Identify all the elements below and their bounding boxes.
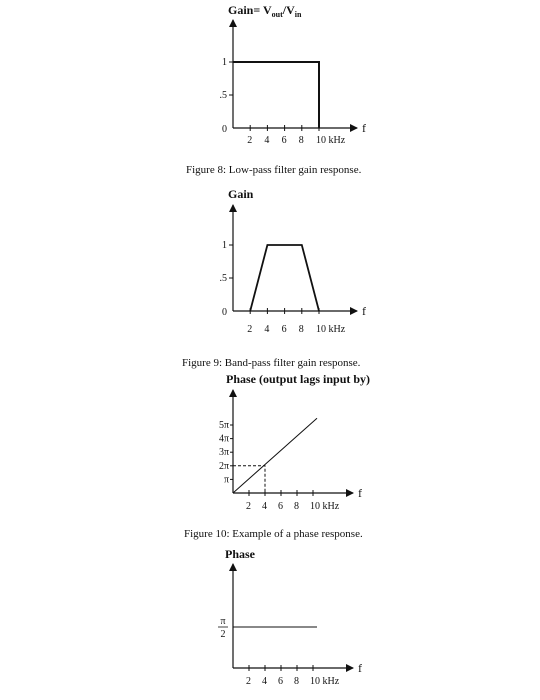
chart4-title: Phase (225, 547, 255, 561)
y-tick-label: 3π (218, 447, 229, 459)
chart-band-pass-gain (182, 187, 366, 369)
y-tick-label: .5 (219, 273, 227, 284)
x-tick-label: 8 (298, 324, 304, 335)
chart3-title: Phase (output lags input by) (226, 372, 371, 386)
y-tick-label: π (223, 474, 229, 486)
chart4-y-tick-den: 2 (220, 629, 226, 640)
chart4-x-axis-label: f (358, 661, 362, 675)
y-tick-label: 0 (222, 307, 227, 318)
chart1-series-line (233, 62, 319, 128)
x-tick-label: 4 (262, 676, 267, 687)
x-tick-label: 10 kHz (310, 501, 340, 512)
chart4-y-tick-pi-over-2 (218, 616, 228, 640)
x-tick-label: 8 (294, 676, 299, 687)
x-tick-label: 10 kHz (310, 676, 340, 687)
chart-low-pass-gain (186, 3, 366, 176)
x-tick-label: 4 (264, 324, 270, 335)
x-tick-label: 6 (281, 324, 287, 335)
chart2-x-axis-label: f (362, 304, 366, 318)
x-tick-label: 6 (278, 501, 283, 512)
x-tick-label: 10 kHz (316, 324, 346, 335)
chart2-y-ticks (220, 240, 234, 318)
chart1-title: Gain= $V_{out}/V_{in}$ (228, 3, 302, 19)
chart2-caption: Figure 9: Band-pass filter gain response. (182, 357, 361, 369)
x-tick-label: 2 (246, 501, 251, 512)
y-tick-label: 1 (222, 57, 227, 68)
chart3-caption: Figure 10: Example of a phase response. (184, 528, 363, 540)
x-tick-label: 6 (281, 135, 287, 146)
chart3-series-line (233, 418, 317, 493)
x-tick-label: 4 (264, 135, 270, 146)
chart1-caption: Figure 8: Low-pass filter gain response. (186, 164, 362, 176)
chart-phase-constant (218, 547, 362, 687)
chart3-y-ticks (219, 420, 233, 485)
x-tick-label: 10 kHz (316, 135, 346, 146)
chart1-y-ticks (220, 57, 234, 135)
y-tick-label: 2π (218, 460, 229, 472)
chart2-series-line (250, 245, 319, 311)
chart3-x-axis-label: f (358, 486, 362, 500)
x-tick-label: 8 (294, 501, 299, 512)
x-tick-label: 6 (278, 676, 283, 687)
x-tick-label: 2 (247, 135, 253, 146)
y-tick-label: .5 (219, 90, 227, 101)
chart-phase-example (184, 372, 370, 540)
y-tick-label: 1 (222, 240, 227, 251)
x-tick-label: 2 (247, 324, 253, 335)
x-tick-label: 8 (298, 135, 304, 146)
chart2-x-ticks (247, 308, 346, 335)
chart2-title: Gain (228, 187, 254, 201)
y-tick-label: 5π (218, 420, 229, 431)
x-tick-label: 2 (246, 676, 251, 687)
x-tick-label: 4 (262, 501, 267, 512)
chart4-y-tick-num: π (220, 616, 226, 627)
chart1-x-axis-label: f (362, 121, 366, 135)
y-tick-label: 0 (222, 124, 227, 135)
y-tick-label: 4π (218, 433, 229, 445)
